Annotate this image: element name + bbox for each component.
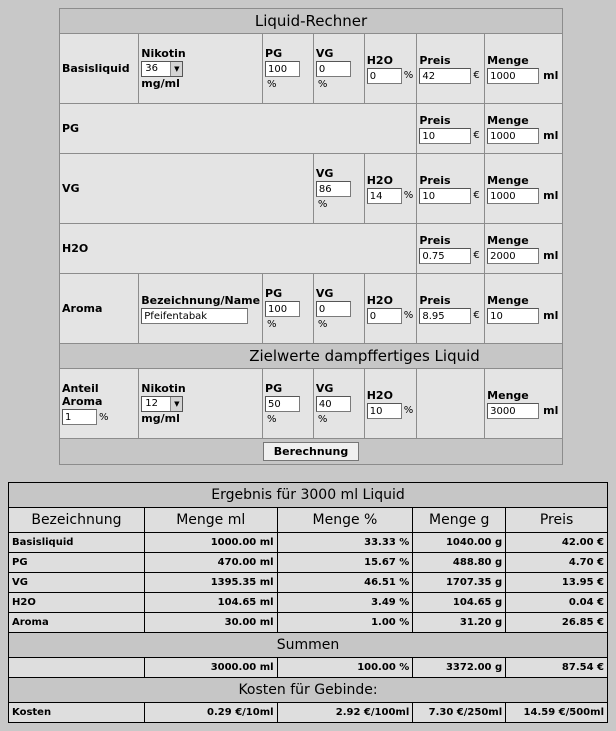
basis-h2o-input[interactable]: 0 [367, 68, 402, 84]
table-cell: 470.00 ml [144, 553, 277, 573]
menge-label: Menge [487, 173, 529, 187]
button-row [60, 439, 563, 465]
basis-menge-input[interactable]: 1000 [487, 68, 539, 84]
mgml-unit: mg/ml [141, 411, 180, 425]
percent-unit: % [403, 190, 414, 201]
liquid-calculator-form [59, 8, 563, 465]
percent-unit: % [403, 405, 414, 416]
table-cell: 14.59 €/500ml [506, 703, 608, 723]
nikotin-label: Nikotin [141, 46, 186, 60]
table-cell: Basisliquid [9, 533, 145, 553]
menge-label: Menge [487, 233, 529, 247]
ml-unit: ml [543, 189, 559, 202]
ziel-pg-input[interactable]: 50 [265, 396, 300, 412]
percent-unit: % [403, 70, 414, 81]
h2o-label: H2O [366, 53, 393, 67]
table-cell: 33.33 % [277, 533, 413, 553]
table-cell: 30.00 ml [144, 613, 277, 633]
table-row [9, 573, 608, 593]
aroma-name-input[interactable]: Pfeifentabak [141, 308, 248, 324]
vg-vg-input[interactable]: 86 [316, 181, 351, 197]
percent-unit: % [317, 413, 328, 425]
table-cell: 104.65 g [413, 593, 506, 613]
table-cell: 488.80 g [413, 553, 506, 573]
aroma-label: Aroma [60, 274, 139, 344]
preis-label: Preis [419, 233, 451, 247]
pg-menge-input[interactable]: 1000 [487, 128, 539, 144]
pg-label: PG [265, 47, 283, 60]
h2o-label: H2O [366, 388, 393, 402]
percent-unit: % [403, 310, 414, 321]
table-cell: Aroma [9, 613, 145, 633]
table-cell: 1707.35 g [413, 573, 506, 593]
basisliquid-label: Basisliquid [60, 34, 139, 104]
h2o-preis-input[interactable]: 0.75 [419, 248, 471, 264]
percent-unit: % [99, 411, 109, 423]
table-cell: 100.00 % [277, 658, 413, 678]
euro-unit: € [473, 130, 480, 141]
zielwerte-title: Zielwerte dampffertiges Liquid [60, 344, 563, 369]
table-cell: 31.20 g [413, 613, 506, 633]
vg-label: VG [315, 167, 334, 180]
nikotin-label: Nikotin [141, 381, 186, 395]
table-row [9, 613, 608, 633]
table-cell: 1000.00 ml [144, 533, 277, 553]
table-cell: 4.70 € [506, 553, 608, 573]
euro-unit: € [473, 310, 480, 321]
percent-unit: % [267, 78, 277, 90]
table-cell: 87.54 € [506, 658, 608, 678]
percent-unit: % [317, 78, 328, 90]
table-row [9, 553, 608, 573]
euro-unit: € [473, 250, 480, 261]
kosten-row [9, 703, 608, 723]
berechnung-button[interactable]: Berechnung [263, 442, 359, 461]
percent-unit: % [267, 318, 277, 330]
ml-unit: ml [543, 309, 559, 322]
percent-unit: % [317, 318, 328, 330]
table-cell: 1395.35 ml [144, 573, 277, 593]
basis-pg-input[interactable]: 100 [265, 61, 300, 77]
h2o-label: H2O [366, 173, 393, 187]
summen-title: Summen [9, 633, 608, 658]
percent-unit: % [267, 413, 277, 425]
pg-label: PG [265, 287, 283, 300]
table-cell: PG [9, 553, 145, 573]
anteil-aroma-label: Anteil Aroma [62, 382, 103, 408]
h2o-menge-input[interactable]: 2000 [487, 248, 539, 264]
aroma-pg-input[interactable]: 100 [265, 301, 300, 317]
table-cell: 42.00 € [506, 533, 608, 553]
anteil-aroma-input[interactable]: 1 [62, 409, 97, 425]
percent-unit: % [317, 198, 328, 210]
vg-label: VG [315, 382, 334, 395]
table-cell: VG [9, 573, 145, 593]
aroma-h2o-input[interactable]: 0 [367, 308, 402, 324]
bezeichnung-label: Bezeichnung/Name [141, 293, 261, 307]
vg-h2o-input[interactable]: 14 [367, 188, 402, 204]
table-cell: 0.04 € [506, 593, 608, 613]
column-header: Menge g [413, 508, 506, 533]
table-cell: 104.65 ml [144, 593, 277, 613]
aroma-preis-input[interactable]: 8.95 [419, 308, 471, 324]
ziel-h2o-input[interactable]: 10 [367, 403, 402, 419]
preis-label: Preis [419, 293, 451, 307]
ml-unit: ml [543, 249, 559, 262]
h2o-label: H2O [366, 293, 393, 307]
column-header: Menge % [277, 508, 413, 533]
column-header: Menge ml [144, 508, 277, 533]
mgml-unit: mg/ml [141, 76, 180, 90]
preis-label: Preis [419, 173, 451, 187]
table-cell: 1.00 % [277, 613, 413, 633]
table-cell: 46.51 % [277, 573, 413, 593]
summen-row [9, 658, 608, 678]
ziel-menge-input[interactable]: 3000 [487, 403, 539, 419]
vg-label: VG [315, 287, 334, 300]
preis-label: Preis [419, 53, 451, 67]
ziel-nikotin-select[interactable]: 12 ▼ [141, 396, 183, 412]
table-row [9, 533, 608, 553]
table-cell: 13.95 € [506, 573, 608, 593]
table-cell: 3.49 % [277, 593, 413, 613]
basis-vg-input[interactable]: 0 [316, 61, 351, 77]
table-cell: H2O [9, 593, 145, 613]
vg-label: VG [315, 47, 334, 60]
basis-preis-input[interactable]: 42 [419, 68, 471, 84]
ziel-vg-input[interactable]: 40 [316, 396, 351, 412]
column-header: Bezeichnung [9, 508, 145, 533]
table-cell: 7.30 €/250ml [413, 703, 506, 723]
vg-preis-input[interactable]: 10 [419, 188, 471, 204]
menge-label: Menge [487, 293, 529, 307]
table-cell: 0.29 €/10ml [144, 703, 277, 723]
ml-unit: ml [543, 129, 559, 142]
vg-row-label: VG [60, 154, 314, 224]
column-header: Preis [506, 508, 608, 533]
aroma-menge-input[interactable]: 10 [487, 308, 539, 324]
calculator-title: Liquid-Rechner [60, 9, 563, 34]
table-row [9, 593, 608, 613]
table-cell: 3000.00 ml [144, 658, 277, 678]
ml-unit: ml [543, 69, 559, 82]
table-cell: 2.92 €/100ml [277, 703, 413, 723]
table-cell: 26.85 € [506, 613, 608, 633]
result-title: Ergebnis für 3000 ml Liquid [9, 483, 608, 508]
preis-label: Preis [419, 113, 451, 127]
aroma-vg-input[interactable]: 0 [316, 301, 351, 317]
pg-label: PG [265, 382, 283, 395]
euro-unit: € [473, 70, 480, 81]
euro-unit: € [473, 190, 480, 201]
table-cell: 15.67 % [277, 553, 413, 573]
table-cell [9, 658, 145, 678]
pg-row-label: PG [60, 104, 417, 154]
basis-nikotin-select[interactable]: 36 ▼ [141, 61, 183, 77]
menge-label: Menge [487, 113, 529, 127]
chevron-down-icon: ▼ [170, 62, 182, 76]
vg-menge-input[interactable]: 1000 [487, 188, 539, 204]
result-table [8, 482, 608, 723]
menge-label: Menge [487, 388, 529, 402]
table-cell: 3372.00 g [413, 658, 506, 678]
pg-preis-input[interactable]: 10 [419, 128, 471, 144]
table-cell: 1040.00 g [413, 533, 506, 553]
empty-cell [417, 369, 485, 439]
menge-label: Menge [487, 53, 529, 67]
kosten-title: Kosten für Gebinde: [9, 678, 608, 703]
ml-unit: ml [543, 404, 559, 417]
chevron-down-icon: ▼ [170, 397, 182, 411]
table-cell: Kosten [9, 703, 145, 723]
h2o-row-label: H2O [60, 224, 417, 274]
